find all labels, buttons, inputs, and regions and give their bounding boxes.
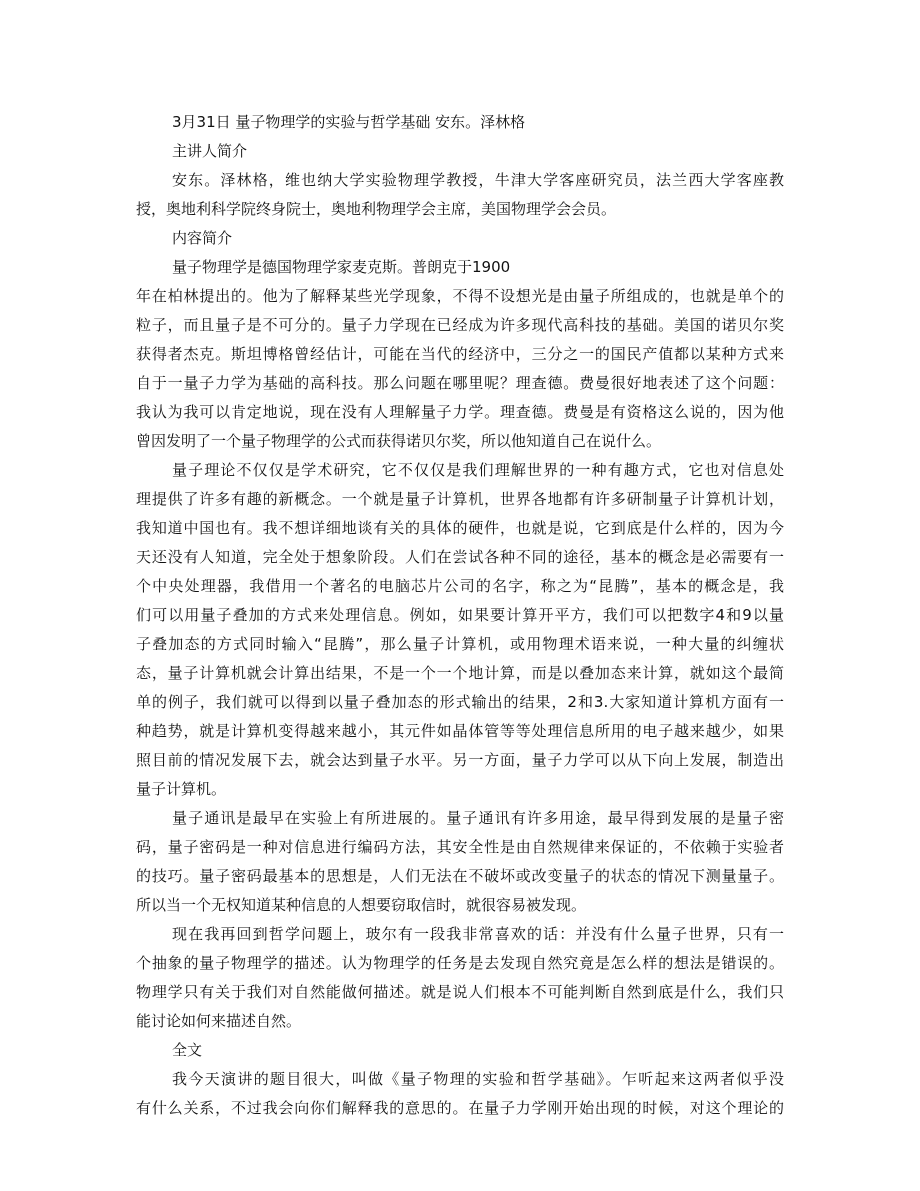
text-line: 种趋势，就是计算机变得越来越小，其元件如晶体管等等处理信息所用的电子越来越少，如果 [136,722,784,740]
text-line: 安东。泽林格，维也纳大学实验物理学教授，牛津大学客座研究员，法兰西大学客座教 [172,171,784,189]
text-line: 内容简介 [172,229,233,247]
text-line: 授，奥地利科学院终身院士，奥地利物理学会主席，美国物理学会会员。 [136,200,617,218]
text-line: 3月31日 量子物理学的实验与哲学基础 安东。泽林格 [172,113,526,131]
text-line: 量子理论不仅仅是学术研究，它不仅仅是我们理解世界的一种有趣方式，它也对信息处 [172,461,784,479]
text-line: 态，量子计算机就会计算出结果，不是一个一个地计算，而是以叠加态来计算，就如这个最简 [136,664,784,682]
text-line: 量子通讯是最早在实验上有所进展的。量子通讯有许多用途，最早得到发展的是量子密 [172,809,784,827]
text-line: 物理学只有关于我们对自然能做何描述。就是说人们根本不可能判断自然到底是什么，我们只 [136,983,784,1001]
text-line: 理提供了许多有趣的新概念。一个就是量子计算机，世界各地都有许多研制量子计算机计划， [136,490,784,508]
text-line: 我认为我可以肯定地说，现在没有人理解量子力学。理查德。费曼是有资格这么说的，因为他 [136,403,784,421]
text-line: 子叠加态的方式同时输入“昆腾”，那么量子计算机，或用物理术语来说，一种大量的纠缠状 [136,635,784,653]
text-line: 自于一量子力学为基础的高科技。那么问题在哪里呢？理查德。费曼很好地表述了这个问题： [136,374,784,392]
document-page [136,108,784,1123]
text-line: 天还没有人知道，完全处于想象阶段。人们在尝试各种不同的途径，基本的概念是必需要有一 [136,548,784,566]
text-line: 曾因发明了一个量子物理学的公式而获得诺贝尔奖，所以他知道自己在说什么。 [136,432,662,450]
text-line: 全文 [172,1041,203,1059]
text-line: 所以当一个无权知道某种信息的人想要窃取信时，就很容易被发现。 [136,896,587,914]
text-line: 个抽象的量子物理学的描述。认为物理学的任务是去发现自然究竟是怎么样的想法是错误的。 [136,954,784,972]
text-line: 年在柏林提出的。他为了解释某些光学现象，不得不设想光是由量子所组成的，也就是单个的 [136,287,784,305]
text-line: 们可以用量子叠加的方式来处理信息。例如，如果要计算开平方，我们可以把数字4和9以量 [136,606,784,624]
text-line: 主讲人简介 [172,142,248,160]
text-line: 量子物理学是德国物理学家麦克斯。普朗克于1900 [172,258,511,276]
text-line: 单的例子，我们就可以得到以量子叠加态的形式输出的结果，2和3.大家知道计算机方面有一 [136,693,784,711]
text-line: 码，量子密码是一种对信息进行编码方法，其安全性是由自然规律来保证的，不依赖于实验者 [136,838,784,856]
text-line: 照目前的情况发展下去，就会达到量子水平。另一方面，量子力学可以从下向上发展，制造出 [136,751,784,769]
text-line: 量子计算机。 [136,780,227,798]
text-line: 粒子，而且量子是不可分的。量子力学现在已经成为许多现代高科技的基础。美国的诺贝尔奖 [136,316,784,334]
text-line: 现在我再回到哲学问题上，玻尔有一段我非常喜欢的话：并没有什么量子世界，只有一 [172,925,784,943]
text-line: 我知道中国也有。我不想详细地谈有关的具体的硬件，也就是说，它到底是什么样的，因为今 [136,519,784,537]
text-line: 的技巧。量子密码最基本的思想是，人们无法在不破坏或改变量子的状态的情况下测量量子。 [136,867,784,885]
text-line: 个中央处理器，我借用一个著名的电脑芯片公司的名字，称之为“昆腾”，基本的概念是，我 [136,577,784,595]
text-line: 有什么关系，不过我会向你们解释我的意思的。在量子力学刚开始出现的时候，对这个理论的 [136,1099,784,1117]
text-line: 获得者杰克。斯坦博格曾经估计，可能在当代的经济中，三分之一的国民产值都以某种方式来 [136,345,784,363]
text-line: 能讨论如何来描述自然。 [136,1012,302,1030]
text-line: 我今天演讲的题目很大，叫做《量子物理的实验和哲学基础》。乍听起来这两者似乎没 [172,1070,784,1088]
